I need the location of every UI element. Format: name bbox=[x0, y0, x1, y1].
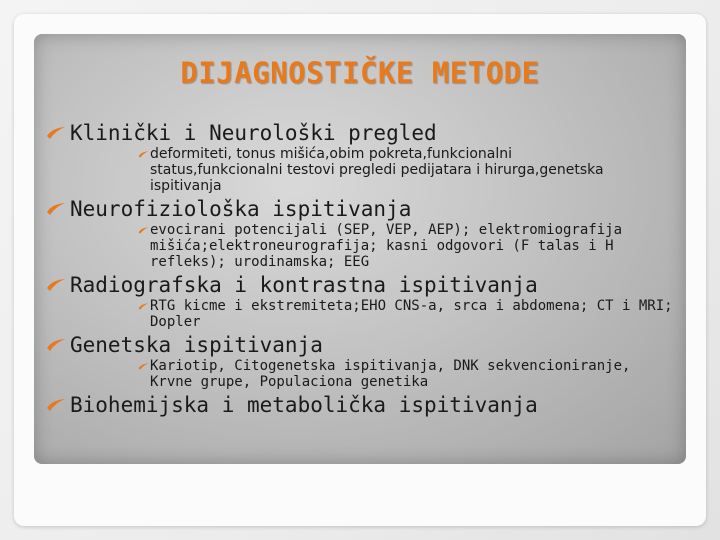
slide-title: DIJAGNOSTIČKE METODE bbox=[180, 56, 540, 90]
sub-bullet-text: Kariotip, Citogenetska ispitivanja, DNK sekvencioniranje, Krvne grupe, Populaciona genetika bbox=[150, 358, 631, 390]
swoosh-bullet-icon bbox=[46, 272, 70, 298]
sub-bullet-text: RTG kicme i ekstremiteta;EHO CNS-a, srca i abdomena; CT i MRI; Dopler bbox=[150, 298, 673, 330]
bullet-label: Radiografska i kontrastna ispitivanja bbox=[70, 273, 538, 297]
bullet-item-clinical bbox=[46, 120, 676, 146]
sub-bullet-genetic bbox=[150, 358, 675, 390]
bullet-label: Klinički i Neurološki pregled bbox=[70, 121, 437, 145]
bullet-label: Genetska ispitivanja bbox=[70, 333, 323, 357]
swoosh-bullet-icon bbox=[138, 146, 150, 162]
swoosh-bullet-icon bbox=[46, 196, 70, 222]
bullet-list bbox=[46, 120, 676, 418]
swoosh-bullet-icon bbox=[46, 332, 70, 358]
swoosh-bullet-icon bbox=[138, 358, 150, 374]
bullet-label: Biohemijska i metabolička ispitivanja bbox=[70, 393, 538, 417]
bullet-item-neurophys bbox=[46, 196, 676, 222]
bullet-label: Neurofiziološka ispitivanja bbox=[70, 197, 412, 221]
swoosh-bullet-icon bbox=[138, 298, 150, 314]
sub-bullet-text: evocirani potencijali (SEP, VEP, AEP); elektromiografija mišića;elektroneurografija; kasni odgovori (F talas i H refleks); urodinamska; EEG bbox=[150, 222, 623, 270]
sub-bullet-text: deformiteti, tonus mišića,obim pokreta,funkcionalni status,funkcionalni testovi pregledi pedijatara i hirurga,genetska ispitivanja bbox=[150, 146, 604, 194]
swoosh-bullet-icon bbox=[46, 392, 70, 418]
bullet-item-genetic bbox=[46, 332, 676, 358]
bullet-item-biochemical bbox=[46, 392, 676, 418]
swoosh-bullet-icon bbox=[46, 120, 70, 146]
swoosh-bullet-icon bbox=[138, 222, 150, 238]
sub-bullet-radiographic bbox=[150, 298, 675, 330]
bullet-item-radiographic bbox=[46, 272, 676, 298]
sub-bullet-neurophys bbox=[150, 222, 670, 270]
sub-bullet-clinical bbox=[150, 146, 640, 194]
